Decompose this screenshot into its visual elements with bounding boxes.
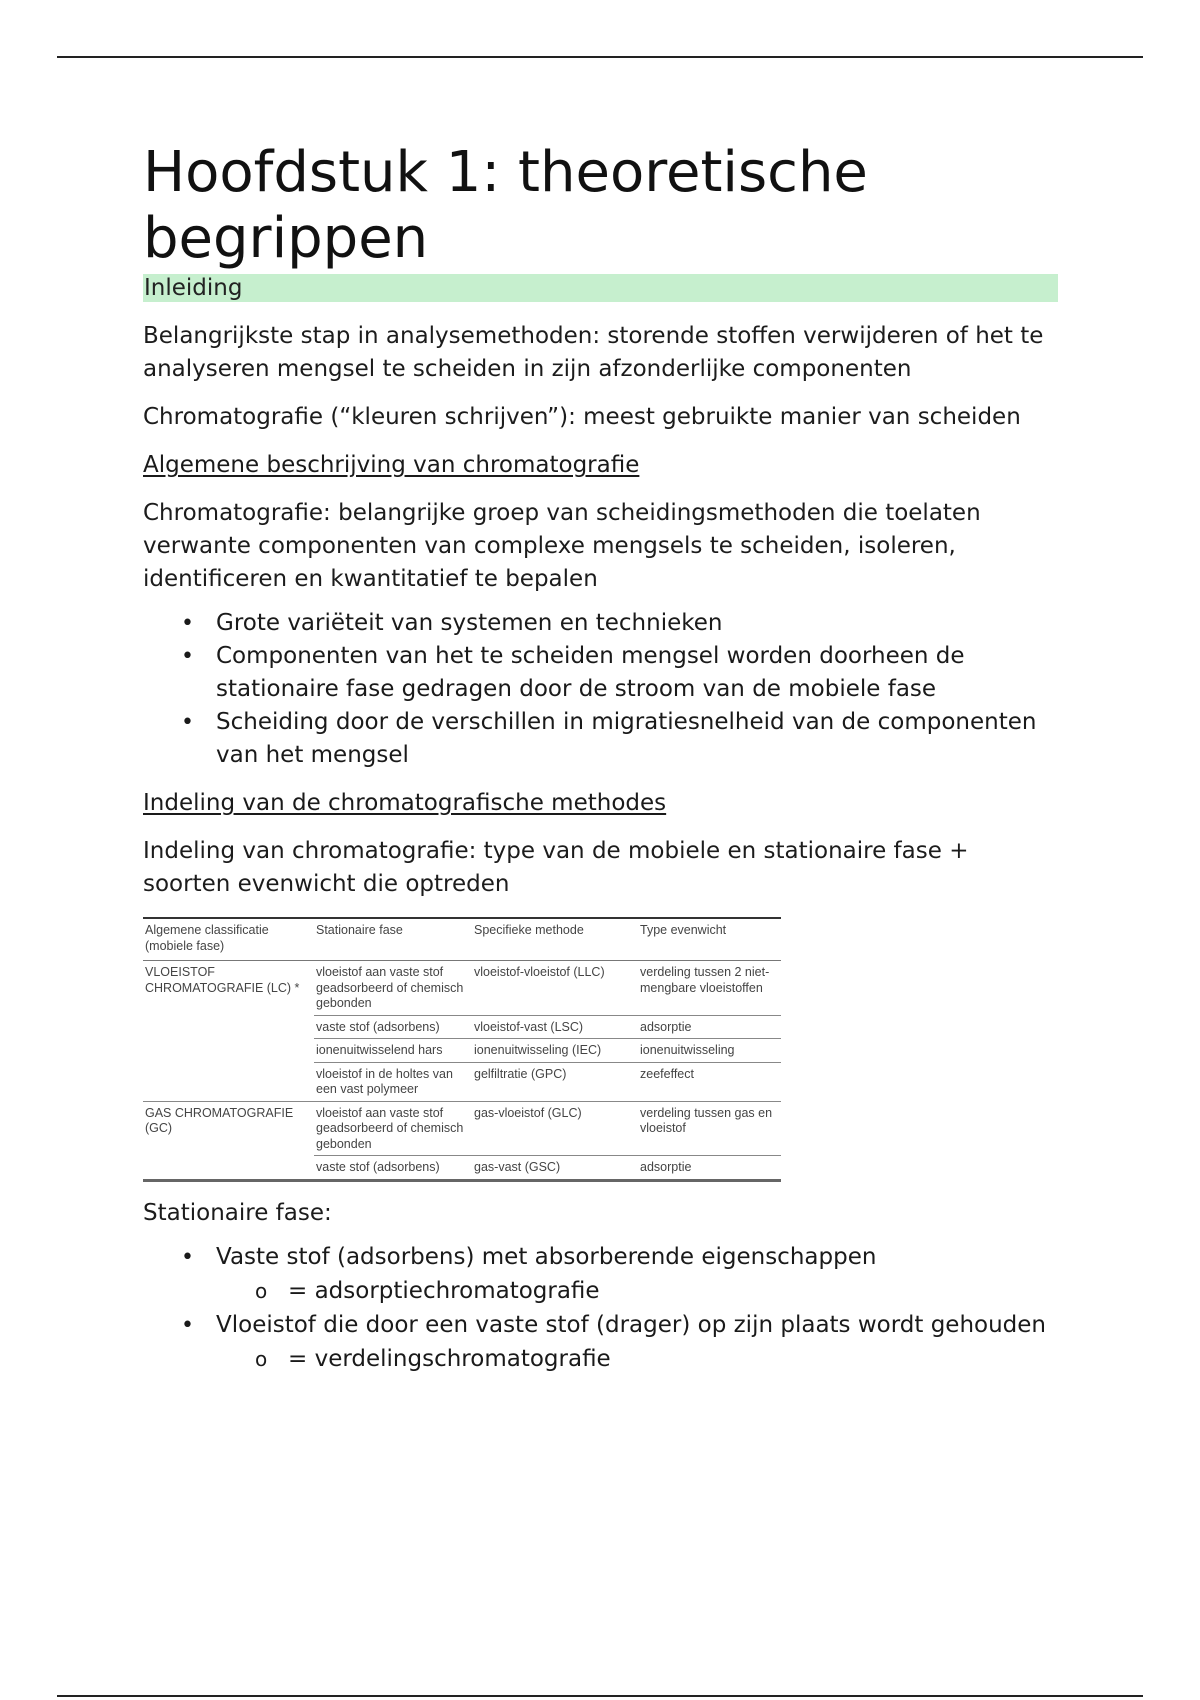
table-header-cell: Algemene classificatie (mobiele fase) bbox=[143, 918, 314, 961]
table-header-cell: Stationaire fase bbox=[314, 918, 472, 961]
section-heading-inleiding: Inleiding bbox=[143, 274, 1058, 302]
table-cell: verdeling tussen 2 niet-mengbare vloeistoffen bbox=[640, 965, 770, 995]
sub-list bbox=[216, 1342, 1058, 1377]
header-rule bbox=[57, 56, 1143, 58]
table-cell-classification: VLOEISTOF CHROMATOGRAFIE (LC) * bbox=[145, 965, 300, 995]
table-cell: adsorptie bbox=[638, 1015, 781, 1039]
page-title: Hoofdstuk 1: theoretische begrippen bbox=[143, 140, 868, 271]
table-cell: ionenuitwisselend hars bbox=[314, 1039, 472, 1063]
table-cell: gas-vloeistof (GLC) bbox=[472, 1101, 638, 1156]
paragraph-stap: Belangrijkste stap in analysemethoden: storende stoffen verwijderen of het te analyseren mengsel te scheiden in zijn afzonderlijke componenten bbox=[143, 323, 1044, 382]
table-cell: gas-vast (GSC) bbox=[472, 1156, 638, 1181]
bullet-icon: • bbox=[181, 1312, 194, 1338]
table-header-cell: Type evenwicht bbox=[638, 918, 781, 961]
bullet-icon: • bbox=[181, 1244, 194, 1270]
table-cell: ionenuitwisseling bbox=[638, 1039, 781, 1063]
table-cell: vaste stof (adsorbens) bbox=[314, 1015, 472, 1039]
table-header-cell: Specifieke methode bbox=[472, 918, 638, 961]
paragraph-indeling: Indeling van chromatografie: type van de mobiele en stationaire fase + soorten evenwicht die optreden bbox=[143, 838, 969, 897]
paragraph-chromatografie: Chromatografie (“kleuren schrijven”): meest gebruikte manier van scheiden bbox=[143, 404, 1021, 430]
list-item: • Vloeistof die door een vaste stof (drager) op zijn plaats wordt gehouden o = verdelingschromatografie bbox=[143, 1309, 1058, 1377]
table-cell: zeefeffect bbox=[638, 1062, 781, 1101]
table-cell: verdeling tussen gas en vloeistof bbox=[638, 1101, 781, 1156]
subheading-algemeen: Algemene beschrijving van chromatografie bbox=[143, 452, 640, 478]
bullet-icon: • bbox=[181, 710, 194, 735]
sub-list bbox=[216, 1274, 1058, 1309]
list-item: • Vaste stof (adsorbens) met absorberende eigenschappen o = adsorptiechromatografie bbox=[143, 1241, 1058, 1309]
circle-bullet-icon: o bbox=[255, 1278, 268, 1303]
table-cell: vaste stof (adsorbens) bbox=[314, 1156, 472, 1181]
table-row bbox=[143, 1101, 781, 1156]
list-item: • Scheiding door de verschillen in migratiesnelheid van de componenten van het mengsel bbox=[143, 706, 1058, 772]
bullet-list-algemeen bbox=[143, 607, 1058, 772]
table-cell-classification: GAS CHROMATOGRAFIE (GC) bbox=[143, 1101, 314, 1180]
bullet-icon: • bbox=[181, 644, 194, 669]
circle-bullet-icon: o bbox=[255, 1346, 268, 1371]
table-cell: vloeistof aan vaste stof geadsorbeerd of chemisch gebonden bbox=[316, 965, 464, 1010]
table-cell: vloeistof-vloeistof (LLC) bbox=[474, 965, 605, 979]
sub-list-item: o = adsorptiechromatografie bbox=[216, 1274, 1058, 1309]
bullet-list-stationaire bbox=[143, 1241, 1058, 1377]
table-cell: ionenuitwisseling (IEC) bbox=[472, 1039, 638, 1063]
table-row bbox=[143, 961, 781, 1016]
document-body bbox=[143, 140, 1058, 1377]
sub-list-item: o = verdelingschromatografie bbox=[216, 1342, 1058, 1377]
paragraph-stationaire: Stationaire fase: bbox=[143, 1199, 332, 1226]
table-cell: vloeistof in de holtes van een vast polymeer bbox=[314, 1062, 472, 1101]
table-cell: gelfiltratie (GPC) bbox=[472, 1062, 638, 1101]
footer-rule bbox=[57, 1695, 1143, 1697]
list-item: • Grote variëteit van systemen en technieken bbox=[143, 607, 1058, 640]
list-item: • Componenten van het te scheiden mengsel worden doorheen de stationaire fase gedragen door de stroom van de mobiele fase bbox=[143, 640, 1058, 706]
subheading-indeling: Indeling van de chromatografische methodes bbox=[143, 790, 667, 816]
table-cell: vloeistof aan vaste stof geadsorbeerd of chemisch gebonden bbox=[314, 1101, 472, 1156]
table-cell: adsorptie bbox=[638, 1156, 781, 1181]
classification-table bbox=[143, 917, 781, 1182]
paragraph-definitie: Chromatografie: belangrijke groep van scheidingsmethoden die toelaten verwante componenten van complexe mengsels te scheiden, isoleren, identificeren en kwantitatief te bepalen bbox=[143, 500, 981, 592]
table-cell: vloeistof-vast (LSC) bbox=[472, 1015, 638, 1039]
bullet-icon: • bbox=[181, 611, 194, 636]
table-header-row bbox=[143, 918, 781, 961]
